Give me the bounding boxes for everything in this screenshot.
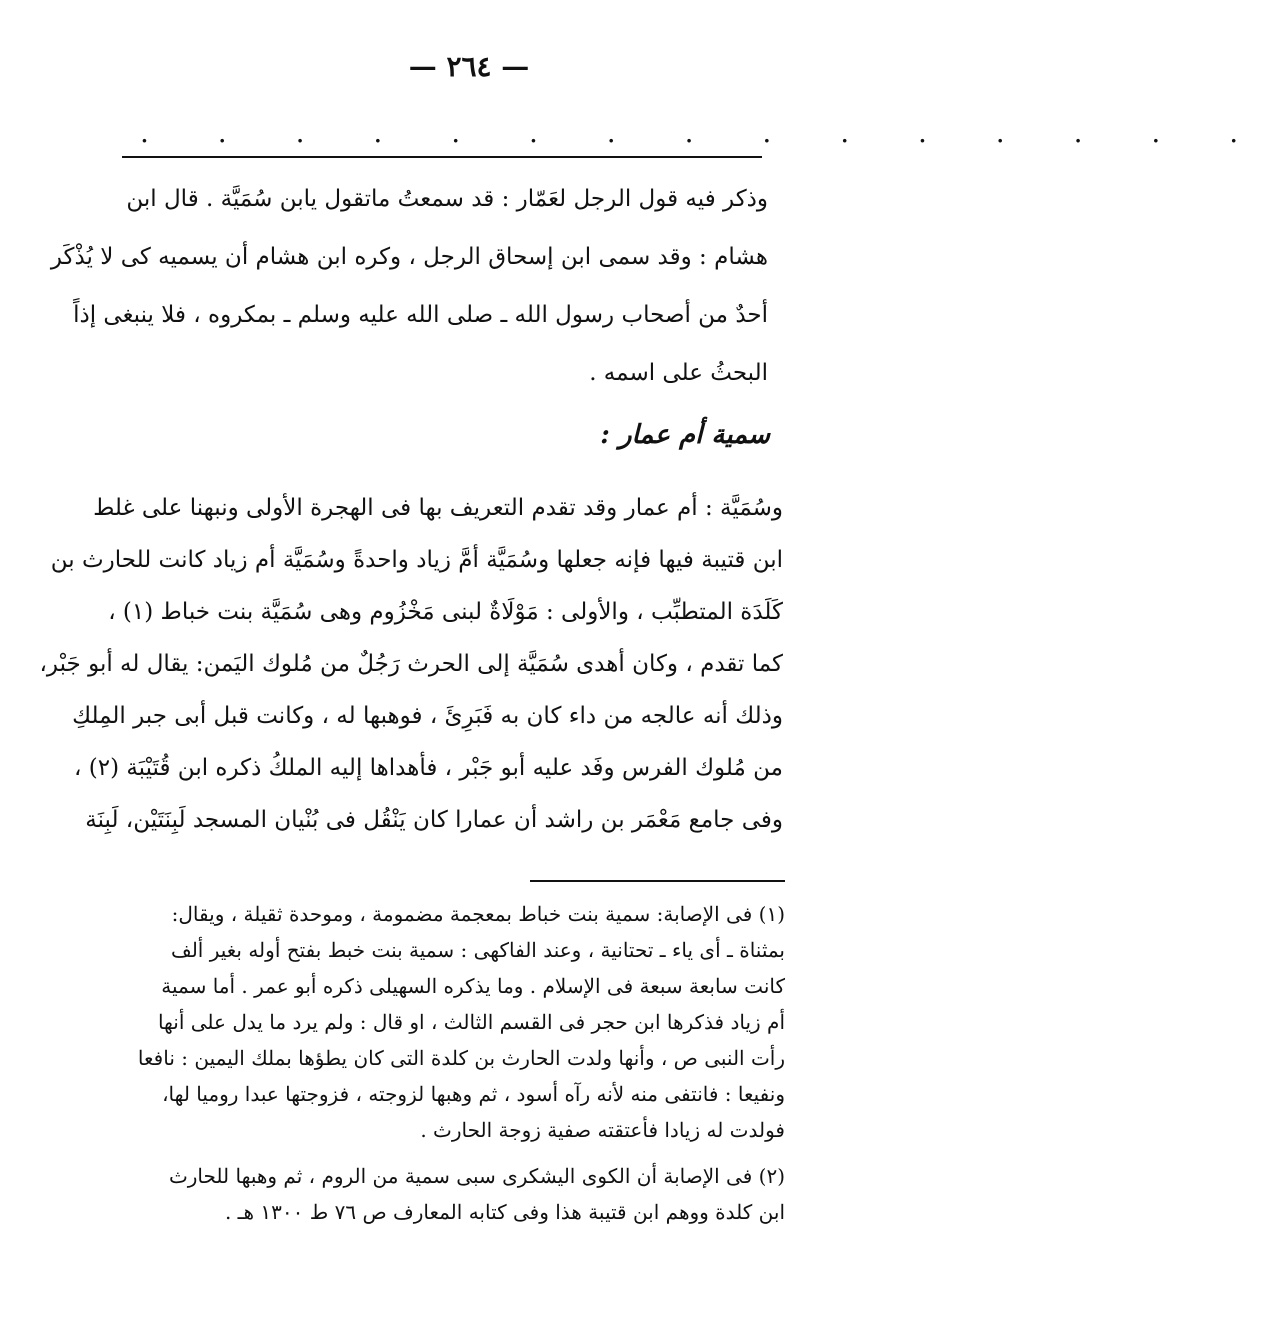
footnote-line: رأت النبى ص ، وأنها ولدت الحارث بن كلدة التى كان يطؤها بملك اليمين : نافعا — [137, 1046, 785, 1070]
section-heading: سمية أم عمار : — [600, 420, 770, 450]
text-line: وسُمَيَّة : أم عمار وقد تقدم التعريف بها فى الهجرة الأولى ونبهنا على غلط — [93, 495, 783, 521]
footnote-line: (٢) فى الإصابة أن الكوى اليشكرى سبى سمية من الروم ، ثم وهبها للحارث — [168, 1164, 785, 1188]
footnote-line: (١) فى الإصابة: سمية بنت خباط بمعجمة مضمومة ، وموحدة ثقيلة ، ويقال: — [171, 902, 785, 926]
footnote-line: بمثناة ـ أى ياء ـ تحتانية ، وعند الفاكهى : سمية بنت خبط بفتح أوله بغير ألف — [170, 938, 785, 962]
footnote-line: أم زياد فذكرها ابن حجر فى القسم الثالث ، او قال : ولم يرد ما يدل على أنها — [157, 1010, 785, 1034]
text-line: هشام : وقد سمى ابن إسحاق الرجل ، وكره ابن هشام أن يسميه كى لا يُذْكَر — [50, 244, 768, 270]
body-paragraph — [39, 482, 783, 846]
text-line: كما تقدم ، وكان أهدى سُمَيَّة إلى الحرث رَجُلٌ من مُلوك اليَمن: يقال له أبو جَبْر، — [39, 651, 783, 677]
text-line: أحدٌ من أصحاب رسول الله ـ صلى الله عليه وسلم ـ بمكروه ، فلا ينبغى إذاً — [73, 302, 768, 328]
footnote-2 — [110, 1158, 785, 1230]
text-line: وفى جامع مَعْمَر بن راشد أن عمارا كان يَنْقُل فى بُنْيان المسجد لَبِنَتَيْن، لَبِنَة — [85, 807, 783, 833]
text-line: وذلك أنه عالجه من داء كان به فَبَرِئَ ، فوهبها له ، وكانت قبل أبى جبر المِلكِ — [72, 703, 783, 729]
text-line: من مُلوك الفرس وفَد عليه أبو جَبْر ، فأهداها إليه الملكُ ذكره ابن قُتَيْبَة (٢) ، — [73, 755, 783, 781]
footnote-line: فولدت له زيادا فأعتقته صفية زوجة الحارث . — [420, 1118, 785, 1142]
footnote-gap — [110, 1148, 785, 1158]
page-number: — ٢٦٤ — — [408, 50, 530, 83]
footnote-rule — [530, 880, 785, 882]
ornamental-dot-separator: . . . . . . . . . . . . . . . — [140, 116, 1268, 149]
text-line: ابن قتيبة فيها فإنه جعلها وسُمَيَّة أمَّ زياد واحدةً وسُمَيَّة أم زياد كانت للحارث بن — [50, 547, 783, 573]
footnote-line: كانت سابعة سبعة فى الإسلام . وما يذكره السهيلى ذكره أبو عمر . أما سمية — [161, 974, 785, 998]
intro-paragraph — [50, 170, 768, 402]
text-line: كَلَدَة المتطبِّب ، والأولى : مَوْلَاةٌ لبنى مَخْزُوم وهى سُمَيَّة بنت خباط (١) ، — [108, 599, 783, 625]
text-line: البحثُ على اسمه . — [589, 360, 768, 386]
footnote-line: ابن كلدة ووهم ابن قتيبة هذا وفى كتابه المعارف ص ٧٦ ط ١٣٠٠ هـ . — [224, 1200, 785, 1224]
text-line: وذكر فيه قول الرجل لعَمّار : قد سمعتُ ماتقول يابن سُمَيَّة . قال ابن — [126, 186, 768, 212]
footnote-1 — [110, 896, 785, 1148]
footnotes — [110, 896, 785, 1230]
header-rule — [122, 156, 762, 158]
footnote-line: ونفيعا : فانتفى منه لأنه رآه أسود ، ثم وهبها لزوجته ، فزوجتها عبدا روميا لها، — [162, 1082, 785, 1106]
